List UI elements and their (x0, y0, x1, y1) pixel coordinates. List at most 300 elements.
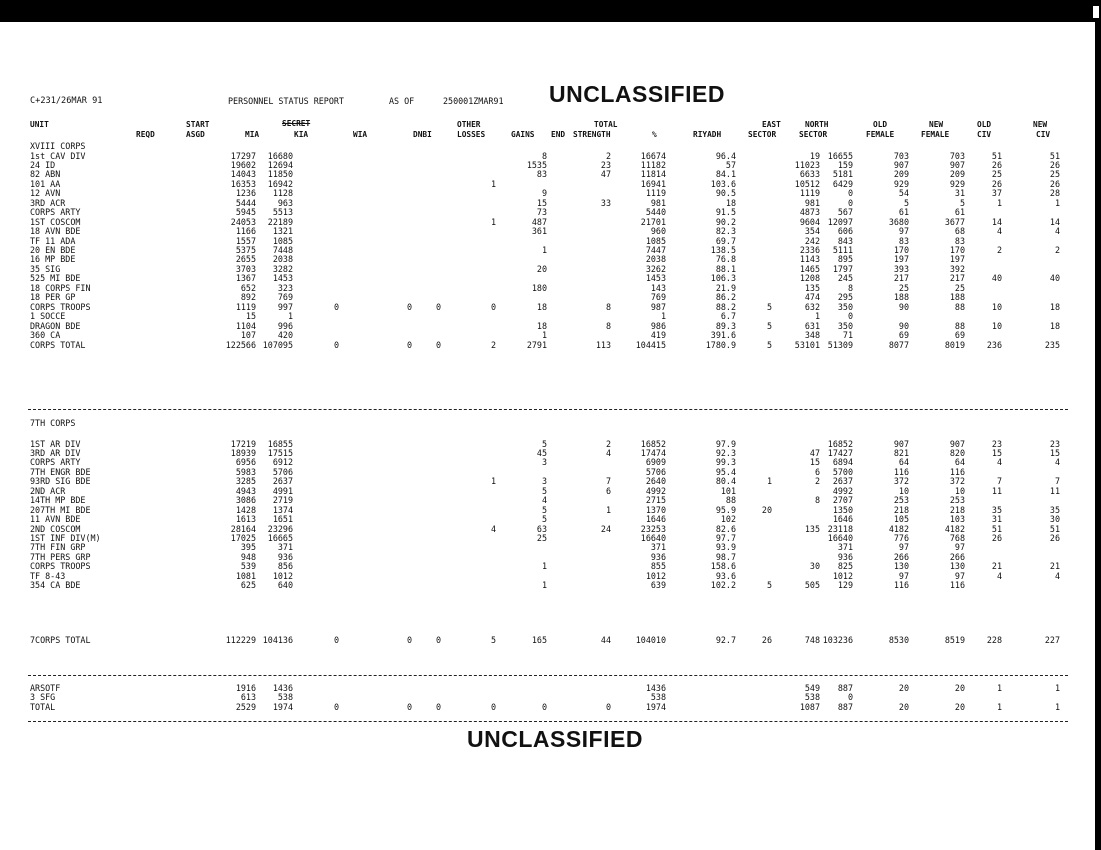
cell-old-female: 8530 (888, 635, 909, 645)
cell-other-losses: 63 (536, 523, 547, 534)
cell-dnbi: 2 (490, 339, 496, 350)
cell-new-female: 170 (949, 245, 965, 255)
section-heading: XVIII CORPS (30, 141, 86, 151)
cell-pct: 57 (725, 159, 736, 170)
unit-name: 3RD ACR (30, 197, 66, 208)
unit-name: CORPS TROOPS (30, 301, 91, 312)
cell-new-female: 10 (954, 485, 965, 496)
cell-wia: 0 (435, 339, 441, 350)
unit-name: CORPS ARTY (30, 457, 81, 468)
cell-new-civ: 18 (1049, 301, 1060, 312)
unit-name: 7TH FIN GRP (30, 542, 86, 553)
table-row (30, 255, 1065, 264)
col-kia: KIA (294, 130, 309, 139)
cell-other-losses: 0 (541, 701, 547, 712)
cell-reqd: 1081 (235, 570, 256, 581)
cell-old-female: 253 (893, 495, 909, 506)
total-row (30, 636, 1065, 645)
cell-mia: 0 (333, 701, 339, 712)
unit-name: 7TH PERS GRP (30, 551, 91, 562)
cell-reqd: 24053 (230, 216, 256, 227)
cell-total-strength: 3262 (645, 263, 666, 274)
cell-total-strength: 6909 (645, 457, 666, 468)
cell-total-strength: 1012 (645, 570, 666, 581)
unit-name: CORPS TOTAL (30, 339, 86, 350)
cell-north-sector: 350 (837, 301, 853, 312)
cell-east-sector: 505 (804, 580, 820, 591)
cell-asgd: 997 (277, 301, 293, 312)
col-riyadh: RIYADH (693, 130, 722, 139)
cell-new-female: 3677 (944, 216, 965, 227)
table-row (30, 303, 1065, 312)
col-dnbi: DNBI (413, 130, 432, 139)
cell-old-civ: 25 (991, 169, 1002, 180)
cell-old-female: 5 (903, 197, 909, 208)
cell-old-female: 929 (893, 178, 909, 189)
cell-pct: 95.4 (715, 466, 736, 477)
unit-name: 16 MP BDE (30, 254, 76, 265)
unit-name: TF 11 ADA (30, 235, 76, 246)
cell-new-civ: 4 (1054, 457, 1060, 468)
cell-total-strength: 639 (650, 580, 666, 591)
cell-old-civ: 7 (996, 476, 1002, 487)
cell-pct: 21.9 (715, 282, 736, 293)
cell-new-female: 130 (949, 561, 965, 572)
table-row (30, 496, 1065, 505)
cell-north-sector: 6429 (832, 178, 853, 189)
cell-total-strength: 1646 (645, 514, 666, 525)
cell-total-strength: 16852 (640, 438, 666, 449)
cell-total-strength: 769 (650, 292, 666, 303)
cell-old-civ: 4 (996, 570, 1002, 581)
cell-old-female: 54 (898, 188, 909, 199)
cell-east-sector: 53101 (794, 339, 820, 350)
col-new-female: FEMALE (921, 130, 950, 139)
col-other: OTHER (457, 120, 481, 129)
col-losses: LOSSES (457, 130, 486, 139)
cell-new-female: 266 (949, 551, 965, 562)
cell-old-civ: 15 (991, 447, 1002, 458)
unit-name: CORPS TROOPS (30, 561, 91, 572)
cell-other-losses: 361 (531, 226, 547, 237)
cell-new-civ: 26 (1049, 178, 1060, 189)
cell-old-civ: 37 (991, 188, 1002, 199)
table-row (30, 487, 1065, 496)
cell-total-strength: 2715 (645, 495, 666, 506)
cell-east-sector: 2 (814, 476, 820, 487)
cell-kia: 0 (406, 701, 412, 712)
cell-old-civ: 26 (991, 159, 1002, 170)
cell-new-female: 25 (954, 282, 965, 293)
unit-name: 18 AVN BDE (30, 226, 81, 237)
cell-reqd: 1613 (235, 514, 256, 525)
cell-old-civ: 26 (991, 178, 1002, 189)
cell-asgd: 1321 (272, 226, 293, 237)
col-old-civ-top: OLD (977, 120, 992, 129)
cell-east-sector: 1465 (799, 263, 820, 274)
cell-new-civ: 40 (1049, 273, 1060, 284)
cell-reqd: 1166 (235, 226, 256, 237)
table-row (30, 477, 1065, 486)
cell-north-sector: 6894 (832, 457, 853, 468)
cell-asgd: 16665 (267, 533, 293, 543)
cell-asgd: 538 (277, 692, 293, 703)
cell-east-sector: 6633 (799, 169, 820, 180)
cell-old-female: 105 (893, 514, 909, 525)
cell-pct: 92.7 (715, 635, 736, 645)
cell-reqd: 625 (240, 580, 256, 591)
cell-new-civ: 21 (1049, 561, 1060, 572)
cell-new-civ: 1 (1054, 197, 1060, 208)
table-row (30, 274, 1065, 283)
cell-asgd: 22189 (267, 216, 293, 227)
cell-pct: 76.8 (715, 254, 736, 265)
cell-north-sector: 4992 (832, 485, 853, 496)
cell-reqd: 15 (245, 311, 256, 322)
cell-reqd: 1236 (235, 188, 256, 199)
col-wia: WIA (353, 130, 368, 139)
cell-other-losses: 487 (531, 216, 547, 227)
cell-pct: 103.6 (710, 178, 736, 189)
cell-new-female: 88 (954, 301, 965, 312)
table-row (30, 449, 1065, 458)
cell-old-female: 266 (893, 551, 909, 562)
cell-old-civ: 10 (991, 320, 1002, 331)
cell-new-female: 929 (949, 178, 965, 189)
col-total: TOTAL (594, 120, 618, 129)
cell-other-losses: 9 (541, 188, 547, 199)
table-row (30, 553, 1065, 562)
cell-gains: 23 (600, 159, 611, 170)
cell-mia: 0 (333, 635, 339, 645)
cell-asgd: 107095 (262, 339, 293, 350)
cell-dnbi: 0 (490, 301, 496, 312)
cell-new-female: 20 (954, 701, 965, 712)
cell-asgd: 856 (277, 561, 293, 572)
table-row (30, 237, 1065, 246)
cell-new-female: 97 (954, 570, 965, 581)
cell-new-female: 61 (954, 207, 965, 218)
cell-old-female: 3680 (888, 216, 909, 227)
cell-east-sector: 11023 (794, 159, 820, 170)
table-row (30, 246, 1065, 255)
unit-name: 11 AVN BDE (30, 514, 81, 525)
cell-asgd: 16855 (267, 438, 293, 449)
col-old-female-top: OLD (873, 120, 888, 129)
cell-old-civ: 10 (991, 301, 1002, 312)
table-row (30, 468, 1065, 477)
table-row (30, 703, 1065, 712)
cell-reqd: 17219 (230, 438, 256, 449)
cell-asgd: 2637 (272, 476, 293, 487)
col-old-female: FEMALE (866, 130, 895, 139)
cell-east-sector: 474 (804, 292, 820, 303)
cell-old-female: 69 (898, 330, 909, 341)
cell-total-strength: 986 (650, 320, 666, 331)
cell-riyadh: 5 (766, 320, 772, 331)
cell-north-sector: 16640 (827, 533, 853, 543)
table-row (30, 562, 1065, 571)
separator-2 (28, 675, 1068, 676)
cell-east-sector: 6 (814, 466, 820, 477)
cell-pct: 391.6 (710, 330, 736, 341)
cell-old-civ: 14 (991, 216, 1002, 227)
cell-old-civ: 40 (991, 273, 1002, 284)
cell-asgd: 371 (277, 542, 293, 553)
cell-total-strength: 5706 (645, 466, 666, 477)
cell-new-female: 820 (949, 447, 965, 458)
cell-reqd: 2655 (235, 254, 256, 265)
as-of-value: 250001ZMAR91 (443, 96, 504, 106)
cell-old-female: 20 (898, 701, 909, 712)
cell-pct: 88.1 (715, 263, 736, 274)
cell-total-strength: 2038 (645, 254, 666, 265)
cell-other-losses: 1 (541, 561, 547, 572)
cell-old-female: 907 (893, 159, 909, 170)
cell-other-losses: 165 (531, 635, 547, 645)
cell-total-strength: 855 (650, 561, 666, 572)
cell-gains: 2 (605, 438, 611, 449)
cell-reqd: 539 (240, 561, 256, 572)
cell-other-losses: 5 (541, 504, 547, 515)
cell-north-sector: 16655 (827, 150, 853, 161)
cell-north-sector: 887 (837, 701, 853, 712)
table-row (30, 265, 1065, 274)
cell-wia: 0 (435, 701, 441, 712)
cell-new-female: 209 (949, 169, 965, 180)
cell-east-sector: 9604 (799, 216, 820, 227)
unit-name: 18 PER GP (30, 292, 76, 303)
cell-pct: 90.2 (715, 216, 736, 227)
unit-name: 1ST AR DIV (30, 438, 81, 449)
cell-pct: 95.9 (715, 504, 736, 515)
cell-reqd: 948 (240, 551, 256, 562)
cell-gains: 8 (605, 301, 611, 312)
cell-east-sector: 15 (809, 457, 820, 468)
cell-riyadh: 26 (761, 635, 772, 645)
cell-total-strength: 16640 (640, 533, 666, 543)
col-mia: MIA (245, 130, 260, 139)
cell-total-strength: 1085 (645, 235, 666, 246)
cell-asgd: 104136 (262, 635, 293, 645)
cell-new-female: 188 (949, 292, 965, 303)
cell-old-civ: 35 (991, 504, 1002, 515)
cell-new-civ: 1 (1054, 701, 1060, 712)
cell-riyadh: 5 (766, 339, 772, 350)
cell-pct: 138.5 (710, 245, 736, 255)
cell-asgd: 936 (277, 551, 293, 562)
cell-dnbi: 4 (490, 523, 496, 534)
cell-gains: 44 (600, 635, 611, 645)
unit-name: ARSOTF (30, 683, 61, 693)
cell-new-female: 8519 (944, 635, 965, 645)
cell-total-strength: 21701 (640, 216, 666, 227)
cell-other-losses: 1 (541, 580, 547, 591)
cell-reqd: 892 (240, 292, 256, 303)
cell-reqd: 18939 (230, 447, 256, 458)
right-black-border (1095, 22, 1101, 850)
cell-reqd: 17297 (230, 150, 256, 161)
table-row (30, 572, 1065, 581)
cell-total-strength: 960 (650, 226, 666, 237)
cell-total-strength: 936 (650, 551, 666, 562)
table-row (30, 227, 1065, 236)
cell-north-sector: 371 (837, 542, 853, 553)
cell-kia: 0 (406, 339, 412, 350)
cell-asgd: 1651 (272, 514, 293, 525)
cell-east-sector: 632 (804, 301, 820, 312)
cell-north-sector: 245 (837, 273, 853, 284)
col-new-female-top: NEW (929, 120, 944, 129)
cell-total-strength: 538 (650, 692, 666, 703)
unit-name: 82 ABN (30, 169, 61, 180)
cell-total-strength: 16941 (640, 178, 666, 189)
cell-new-female: 4182 (944, 523, 965, 534)
cell-east-sector: 748 (804, 635, 820, 645)
cell-new-female: 116 (949, 580, 965, 591)
cell-reqd: 107 (240, 330, 256, 341)
cell-north-sector: 0 (847, 692, 853, 703)
cell-asgd: 769 (277, 292, 293, 303)
cell-asgd: 1974 (272, 701, 293, 712)
table-row (30, 684, 1065, 693)
cell-gains: 33 (600, 197, 611, 208)
cell-total-strength: 419 (650, 330, 666, 341)
cell-pct: 91.5 (715, 207, 736, 218)
cell-total-strength: 1 (660, 311, 666, 322)
cell-reqd: 2529 (235, 701, 256, 712)
cell-total-strength: 11182 (640, 159, 666, 170)
cell-pct: 90.5 (715, 188, 736, 199)
cell-new-civ: 28 (1049, 188, 1060, 199)
cell-east-sector: 549 (804, 683, 820, 693)
table-row (30, 208, 1065, 217)
cell-gains: 4 (605, 447, 611, 458)
cell-total-strength: 104010 (635, 635, 666, 645)
cell-dnbi: 1 (490, 216, 496, 227)
cell-east-sector: 1087 (799, 701, 820, 712)
unit-name: 360 CA (30, 330, 61, 341)
table-row (30, 199, 1065, 208)
cell-mia: 0 (333, 301, 339, 312)
cell-gains: 0 (605, 701, 611, 712)
cell-new-female: 116 (949, 466, 965, 477)
cell-other-losses: 3 (541, 457, 547, 468)
table-row (30, 534, 1065, 543)
cell-asgd: 963 (277, 197, 293, 208)
table-row (30, 312, 1065, 321)
cell-new-female: 31 (954, 188, 965, 199)
cell-asgd: 17515 (267, 447, 293, 458)
cell-other-losses: 2791 (526, 339, 547, 350)
cell-new-civ: 15 (1049, 447, 1060, 458)
cell-total-strength: 1370 (645, 504, 666, 515)
cell-new-civ: 23 (1049, 438, 1060, 449)
cell-reqd: 613 (240, 692, 256, 703)
cell-reqd: 122566 (225, 339, 256, 350)
cell-old-civ: 51 (991, 150, 1002, 161)
table-row (30, 152, 1065, 161)
table-row (30, 341, 1065, 350)
cell-asgd: 16680 (267, 150, 293, 161)
cell-old-female: 130 (893, 561, 909, 572)
cell-reqd: 14043 (230, 169, 256, 180)
cell-dnbi: 1 (490, 476, 496, 487)
cell-reqd: 1557 (235, 235, 256, 246)
cell-north-sector: 5181 (832, 169, 853, 180)
table-row (30, 218, 1065, 227)
cell-pct: 69.7 (715, 235, 736, 246)
cell-north-sector: 0 (847, 188, 853, 199)
cell-east-sector: 981 (804, 197, 820, 208)
cell-pct: 93.9 (715, 542, 736, 553)
unit-name: 20 EN BDE (30, 245, 76, 255)
cell-north-sector: 0 (847, 197, 853, 208)
cell-asgd: 640 (277, 580, 293, 591)
cell-new-female: 64 (954, 457, 965, 468)
cell-new-civ: 30 (1049, 514, 1060, 525)
cell-east-sector: 135 (804, 523, 820, 534)
table-row (30, 180, 1065, 189)
cell-reqd: 1916 (235, 683, 256, 693)
cell-reqd: 1104 (235, 320, 256, 331)
cell-asgd: 1 (287, 311, 293, 322)
unit-name: TF 8-43 (30, 570, 66, 581)
col-east-sector: SECTOR (748, 130, 777, 139)
cell-old-female: 10 (898, 485, 909, 496)
cell-north-sector: 129 (837, 580, 853, 591)
cell-new-female: 20 (954, 683, 965, 693)
table-row (30, 322, 1065, 331)
cell-east-sector: 4873 (799, 207, 820, 218)
cell-pct: 98.7 (715, 551, 736, 562)
cell-old-female: 64 (898, 457, 909, 468)
cell-pct: 82.3 (715, 226, 736, 237)
cell-dnbi: 1 (490, 178, 496, 189)
top-black-border (0, 0, 1101, 22)
cell-reqd: 3285 (235, 476, 256, 487)
cell-asgd: 1453 (272, 273, 293, 284)
cell-reqd: 395 (240, 542, 256, 553)
cell-old-female: 776 (893, 533, 909, 543)
cell-new-female: 8019 (944, 339, 965, 350)
cell-other-losses: 73 (536, 207, 547, 218)
col-gains: GAINS (511, 130, 535, 139)
cell-east-sector: 1143 (799, 254, 820, 265)
cell-north-sector: 16852 (827, 438, 853, 449)
as-of-label: AS OF (389, 96, 415, 106)
cell-other-losses: 8 (541, 150, 547, 161)
cell-reqd: 5983 (235, 466, 256, 477)
cell-gains: 24 (600, 523, 611, 534)
cell-new-female: 5 (959, 197, 965, 208)
cell-north-sector: 1350 (832, 504, 853, 515)
cell-north-sector: 295 (837, 292, 853, 303)
cell-riyadh: 1 (766, 476, 772, 487)
cell-old-civ: 26 (991, 533, 1002, 543)
cell-pct: 1780.9 (705, 339, 736, 350)
cell-old-female: 372 (893, 476, 909, 487)
cell-new-civ: 227 (1044, 635, 1060, 645)
unit-name: 101 AA (30, 178, 61, 189)
col-start: START (186, 120, 210, 129)
cell-asgd: 16942 (267, 178, 293, 189)
cell-gains: 6 (605, 485, 611, 496)
cell-reqd: 1119 (235, 301, 256, 312)
cell-asgd: 3282 (272, 263, 293, 274)
cell-other-losses: 180 (531, 282, 547, 293)
cell-reqd: 5945 (235, 207, 256, 218)
